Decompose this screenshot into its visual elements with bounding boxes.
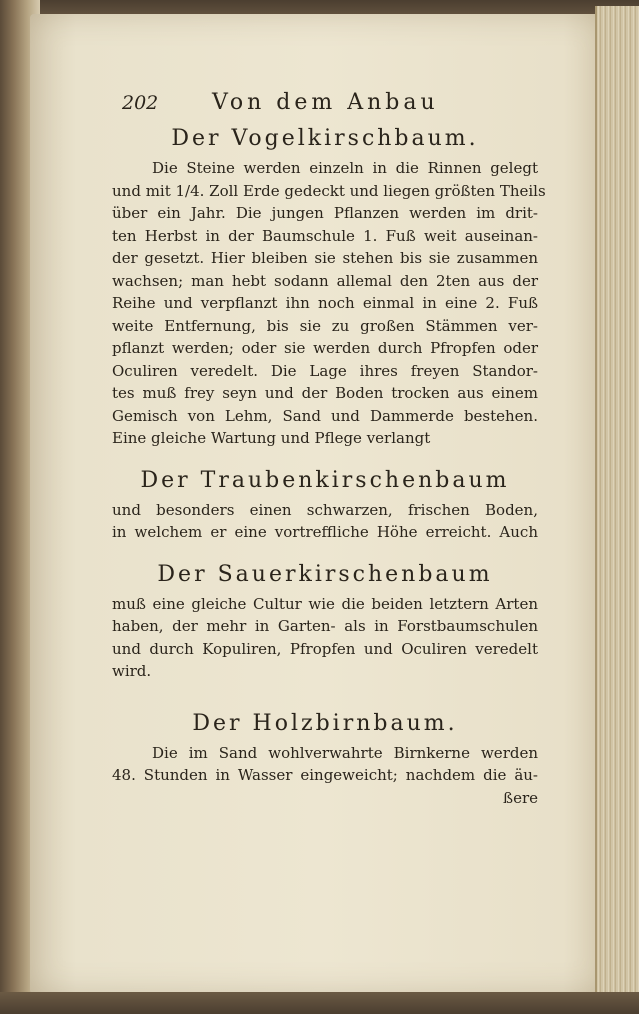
catchword: ßere [503, 788, 538, 807]
text-line: Oculiren veredelt. Die Lage ihres freyen Standor- [112, 361, 538, 380]
section-heading: Der Sauerkirschenbaum [157, 561, 493, 587]
page-text [112, 88, 546, 809]
text-line: pflanzt werden; oder sie werden durch Pfropfen oder [112, 339, 538, 357]
text-line: Eine gleiche Wartung und Pflege verlangt [112, 429, 431, 447]
running-head [112, 88, 538, 122]
paragraph [112, 157, 546, 450]
text-line: tes muß frey seyn und der Boden trocken aus einem [112, 384, 538, 402]
text-line: der gesetzt. Hier bleiben sie stehen bis sie zusammen [112, 249, 538, 267]
page-number: 202 [122, 92, 159, 114]
running-title: Von dem Anbau [212, 90, 439, 115]
text-line: wachsen; man hebt sodann allemal den 2ten aus der [112, 271, 538, 290]
text-line: Gemisch von Lehm, Sand und Dammerde bestehen. [112, 406, 538, 425]
text-line: weite Entfernung, bis sie zu großen Stämmen ver- [112, 316, 538, 335]
text-line: ten Herbst in der Baumschule 1. Fuß weit auseinan- [112, 226, 538, 245]
text-line: Die im Sand wohlverwahrte Birnkerne werden [152, 743, 538, 762]
text-line: muß eine gleiche Cultur wie die beiden letztern Arten [112, 594, 538, 613]
text-line: Die Steine werden einzeln in die Rinnen gelegt [152, 159, 538, 177]
text-line: haben, der mehr in Garten- als in Forstbaumschulen [112, 617, 538, 635]
section-heading: Der Vogelkirschbaum. [171, 126, 479, 151]
paragraph [112, 742, 538, 787]
text-line: und besonders einen schwarzen, frischen Boden, [112, 500, 538, 519]
text-line: über ein Jahr. Die jungen Pflanzen werden im drit- [112, 204, 538, 222]
text-line: und durch Kopuliren, Pfropfen und Oculiren veredelt [112, 639, 538, 658]
book-bottom-edge [0, 992, 639, 1014]
paragraph [112, 593, 538, 683]
text-line: in welchem er eine vortreffliche Höhe erreicht. Auch [112, 523, 538, 541]
section-heading: Der Holzbirnbaum. [192, 710, 458, 736]
text-line: wird. [112, 662, 152, 680]
section-heading: Der Traubenkirschenbaum [140, 467, 510, 493]
text-line: und mit 1/4. Zoll Erde gedeckt und liegen größten Theils [112, 181, 546, 200]
paragraph [112, 499, 538, 544]
text-line: Reihe und verpflanzt ihn noch einmal in eine 2. Fuß [112, 294, 538, 312]
page-edges [595, 6, 639, 1006]
text-line: 48. Stunden in Wasser eingeweicht; nachdem die äu- [112, 766, 538, 784]
